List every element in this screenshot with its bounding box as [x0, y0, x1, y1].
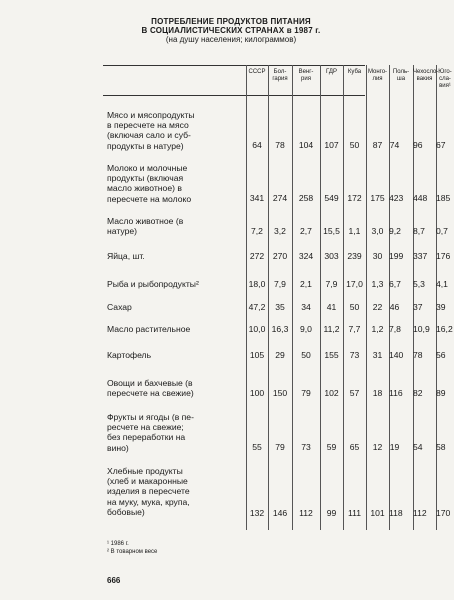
table-cell: 9,0	[300, 324, 312, 334]
table-cell: 132	[249, 508, 265, 518]
table-cell: 7,9	[274, 279, 286, 289]
row-label: Картофель	[107, 350, 152, 360]
table-cell: 3,2	[274, 226, 286, 236]
column-separator	[268, 65, 269, 530]
table-cell: 303	[324, 251, 339, 261]
table-cell: 46	[389, 302, 400, 312]
table-cell: 1,3	[371, 279, 384, 289]
table-cell: 140	[389, 350, 404, 360]
row-label: Овощи и бахчевые (в пересчете на свежие)	[107, 378, 194, 399]
table-cell: 6,7	[389, 279, 401, 289]
column-header: Куба	[347, 69, 362, 75]
table-cell: 31	[372, 350, 383, 360]
column-separator	[413, 65, 414, 530]
column-separator	[320, 65, 321, 530]
table-cell: 7,2	[251, 226, 263, 236]
table-cell: 50	[349, 140, 360, 150]
table-cell: 73	[301, 442, 311, 452]
column-separator	[366, 65, 367, 530]
table-cell: 29	[275, 350, 285, 360]
table-cell: 4,1	[436, 279, 448, 289]
table-cell: 10,0	[248, 324, 266, 334]
table-cell: 549	[324, 193, 339, 203]
table-cell: 64	[252, 140, 262, 150]
table-cell: 176	[436, 251, 451, 261]
table-cell: 54	[413, 442, 423, 452]
table-cell: 87	[372, 140, 383, 150]
table-cell: 15,5	[323, 226, 340, 236]
table-cell: 56	[436, 350, 446, 360]
table-cell: 18	[372, 388, 383, 398]
column-separator	[343, 65, 344, 530]
table-cell: 112	[413, 508, 427, 518]
row-label: Масло растительное	[107, 324, 191, 334]
footnote-2: ² В товарном весе	[107, 549, 158, 555]
table-cell: 96	[413, 140, 423, 150]
table-cell: 74	[389, 140, 400, 150]
row-label: Рыба и рыбопродукты²	[107, 279, 199, 289]
column-header: Поль- ша	[392, 69, 410, 82]
table-cell: 150	[272, 388, 288, 398]
table-cell: 17,0	[346, 279, 363, 289]
table-cell: 423	[389, 193, 404, 203]
table-cell: 175	[370, 193, 385, 203]
table-cell: 11,2	[323, 324, 340, 334]
title-units: (на душу населения; килограммов)	[165, 35, 297, 44]
column-header: Венг- рия	[298, 69, 314, 82]
table-cell: 79	[275, 442, 285, 452]
table-cell: 47,2	[248, 302, 266, 312]
table-cell: 22	[372, 302, 383, 312]
table-cell: 16,3	[271, 324, 289, 334]
table-cell: 78	[275, 140, 285, 150]
table-cell: 272	[249, 251, 265, 261]
table-cell: 111	[347, 508, 362, 518]
table-cell: 10,9	[413, 324, 430, 334]
table-cell: 35	[275, 302, 285, 312]
table-cell: 50	[301, 350, 311, 360]
table-cell: 19	[389, 442, 400, 452]
table-cell: 50	[349, 302, 360, 312]
column-header: ГДР	[326, 69, 337, 75]
header-top-rule	[103, 65, 365, 66]
table-cell: 8,7	[413, 226, 425, 236]
table-cell: 82	[413, 388, 423, 398]
table-cell: 199	[389, 251, 404, 261]
table-cell: 73	[349, 350, 360, 360]
column-separator	[292, 65, 293, 530]
table-cell: 274	[272, 193, 288, 203]
table-cell: 448	[413, 193, 428, 203]
row-label: Фрукты и ягоды (в пе- ресчете на свежие; без переработки на вино)	[107, 412, 194, 453]
table-cell: 34	[301, 302, 311, 312]
table-cell: 258	[298, 193, 314, 203]
page-number: 666	[107, 576, 121, 585]
table-cell: 1,1	[348, 226, 361, 236]
table-cell: 9,2	[389, 226, 401, 236]
table-cell: 16,2	[436, 324, 453, 334]
table-cell: 7,8	[389, 324, 401, 334]
table-cell: 185	[436, 193, 451, 203]
table-cell: 12	[372, 442, 383, 452]
table-cell: 155	[324, 350, 339, 360]
row-label: Хлебные продукты (хлеб и макаронные изделия в пересчете на муку, мука, крупа, бобовые)	[107, 466, 190, 517]
table-cell: 57	[349, 388, 360, 398]
table-cell: 107	[324, 140, 339, 150]
table-cell: 79	[301, 388, 311, 398]
table-cell: 2,7	[300, 226, 312, 236]
column-separator	[436, 65, 437, 530]
table-cell: 116	[389, 388, 403, 398]
footnote-1: ¹ 1986 г.	[107, 541, 129, 547]
row-label: Мясо и мясопродукты в пересчете на мясо (включая сало и суб- продукты в натуре)	[107, 110, 195, 151]
table-title	[96, 17, 366, 44]
table-cell: 2,1	[300, 279, 312, 289]
column-header: СССР	[248, 69, 266, 75]
table-cell: 78	[413, 350, 423, 360]
row-label: Сахар	[107, 302, 132, 312]
table-cell: 341	[249, 193, 265, 203]
table-cell: 1,2	[371, 324, 384, 334]
table-cell: 7,9	[325, 279, 338, 289]
table-cell: 39	[436, 302, 446, 312]
table-cell: 101	[370, 508, 385, 518]
table-cell: 58	[436, 442, 446, 452]
table-cell: 239	[347, 251, 362, 261]
table-cell: 3,0	[371, 226, 384, 236]
table-cell: 67	[436, 140, 446, 150]
table-cell: 0,7	[436, 226, 448, 236]
title-line-2: В СОЦИАЛИСТИЧЕСКИХ СТРАНАХ в 1987 г.	[141, 26, 321, 35]
column-header: Чехосло- вакия	[413, 69, 439, 82]
table-cell: 5,3	[413, 279, 425, 289]
table-cell: 102	[324, 388, 339, 398]
table-cell: 104	[298, 140, 314, 150]
row-label: Молоко и молочные продукты (включая масло животное) в пересчете на молоко	[107, 163, 192, 204]
table-cell: 30	[372, 251, 383, 261]
table-cell: 99	[326, 508, 337, 518]
table-cell: 337	[413, 251, 428, 261]
table-cell: 112	[299, 508, 313, 518]
table-cell: 65	[349, 442, 360, 452]
row-label: Яйца, шт.	[107, 251, 145, 261]
table-cell: 37	[413, 302, 423, 312]
table-cell: 100	[249, 388, 265, 398]
footnotes	[107, 540, 157, 556]
column-header: Юго- сла- вия¹	[438, 69, 452, 89]
column-header: Монго- лия	[367, 69, 388, 82]
table-cell: 324	[298, 251, 314, 261]
table-cell: 170	[436, 508, 451, 518]
table-cell: 105	[249, 350, 265, 360]
title-line-1: ПОТРЕБЛЕНИЕ ПРОДУКТОВ ПИТАНИЯ	[151, 17, 311, 26]
table-cell: 89	[436, 388, 446, 398]
table-cell: 172	[347, 193, 362, 203]
row-label: Масло животное (в натуре)	[107, 216, 184, 237]
table-cell: 270	[272, 251, 288, 261]
header-bottom-rule	[103, 95, 365, 96]
table-cell: 41	[326, 302, 337, 312]
table-cell: 7,7	[348, 324, 361, 334]
column-separator	[389, 65, 390, 530]
table-cell: 118	[389, 508, 403, 518]
table-cell: 146	[272, 508, 288, 518]
column-header: Бол- гария	[272, 69, 288, 82]
table-cell: 59	[326, 442, 337, 452]
table-cell: 18,0	[248, 279, 266, 289]
table-cell: 55	[252, 442, 262, 452]
